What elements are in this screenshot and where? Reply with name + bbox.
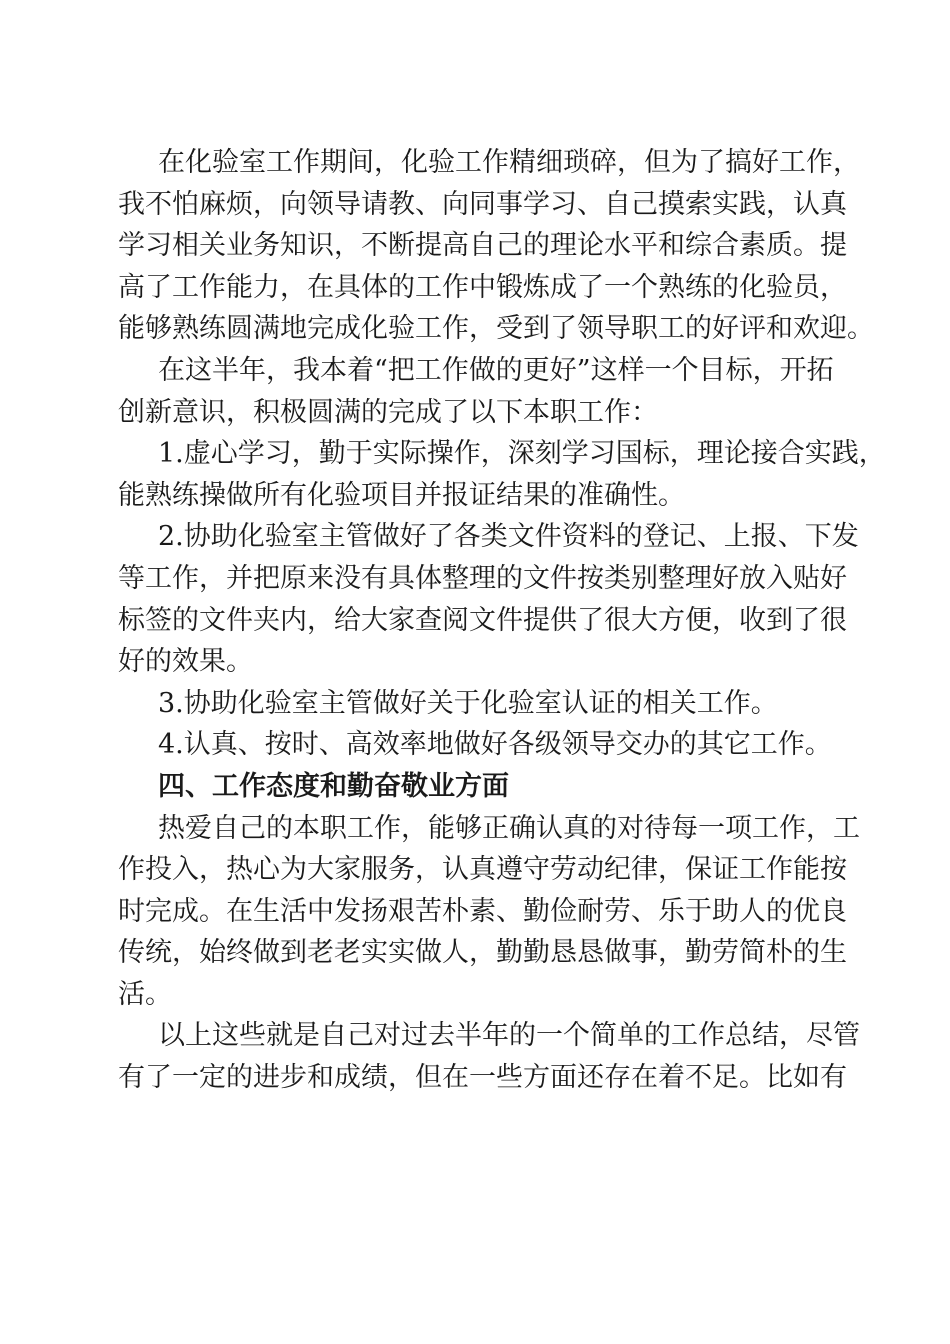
paragraph-line: 创新意识，积极圆满的完成了以下本职工作： xyxy=(118,396,658,428)
list-item-line: 好的效果。 xyxy=(118,646,253,678)
paragraph-line: 作投入，热心为大家服务，认真遵守劳动纪律，保证工作能按 xyxy=(118,854,847,886)
list-item-line: 2.协助化验室主管做好了各类文件资料的登记、上报、下发 xyxy=(158,521,859,553)
paragraph-line: 在这半年，我本着“把工作做的更好”这样一个目标，开拓 xyxy=(158,354,834,386)
list-item-line: 3.协助化验室主管做好关于化验室认证的相关工作。 xyxy=(158,687,778,719)
paragraph-line: 以上这些就是自己对过去半年的一个简单的工作总结，尽管 xyxy=(158,1020,860,1052)
paragraph-line: 高了工作能力，在具体的工作中锻炼成了一个熟练的化验员， xyxy=(118,271,847,303)
list-item-line: 能熟练操做所有化验项目并报证结果的准确性。 xyxy=(118,479,685,511)
paragraph-line: 能够熟练圆满地完成化验工作，受到了领导职工的好评和欢迎。 xyxy=(118,313,874,345)
paragraph-line: 传统，始终做到老老实实做人，勤勤恳恳做事，勤劳简朴的生 xyxy=(118,937,847,969)
list-item-line: 4.认真、按时、高效率地做好各级领导交办的其它工作。 xyxy=(158,729,832,761)
paragraph-line: 时完成。在生活中发扬艰苦朴素、勤俭耐劳、乐于助人的优良 xyxy=(118,895,847,927)
paragraph-line: 有了一定的进步和成绩，但在一些方面还存在着不足。比如有 xyxy=(118,1062,847,1094)
document-page xyxy=(118,142,886,1099)
list-item-line: 标签的文件夹内，给大家查阅文件提供了很大方便，收到了很 xyxy=(118,604,847,636)
list-item-line: 1.虚心学习，勤于实际操作，深刻学习国标，理论接合实践， xyxy=(158,438,886,470)
paragraph-line: 在化验室工作期间，化验工作精细琐碎，但为了搞好工作， xyxy=(158,147,860,178)
paragraph-line: 我不怕麻烦，向领导请教、向同事学习、自己摸索实践，认真 xyxy=(118,188,847,220)
paragraph-line: 活。 xyxy=(118,978,172,1010)
paragraph-line: 热爱自己的本职工作，能够正确认真的对待每一项工作，工 xyxy=(158,812,860,844)
paragraph-line: 学习相关业务知识，不断提高自己的理论水平和综合素质。提 xyxy=(118,230,847,262)
list-item-line: 等工作，并把原来没有具体整理的文件按类别整理好放入贴好 xyxy=(118,562,847,594)
section-heading: 四、工作态度和勤奋敬业方面 xyxy=(158,770,509,802)
